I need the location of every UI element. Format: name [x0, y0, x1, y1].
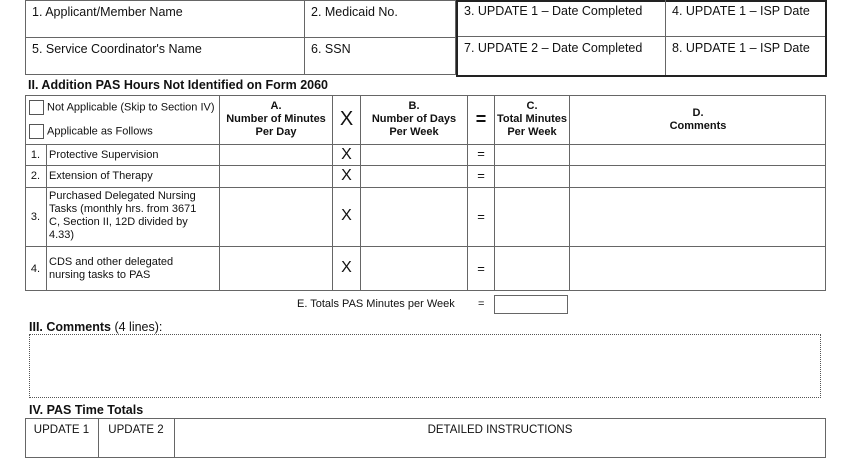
col-b-line1: Number of Days	[371, 113, 457, 125]
comments-textarea[interactable]	[29, 334, 821, 398]
col-d-header	[570, 107, 826, 133]
row-label: Protective Supervision	[49, 149, 159, 161]
row-divider	[25, 144, 826, 145]
detailed-instructions-header: DETAILED INSTRUCTIONS	[427, 424, 573, 436]
col-c-letter: C.	[526, 100, 538, 112]
row-equals-sign: =	[477, 146, 485, 161]
section2-title: II. Addition PAS Hours Not Identified on Form 2060	[28, 78, 329, 92]
applicable-option[interactable]	[29, 124, 153, 139]
col-d-line1: Comments	[669, 120, 727, 132]
col-c-header	[495, 100, 569, 139]
coordinator-name-field[interactable]	[25, 37, 305, 75]
totals-equals-sign: =	[478, 298, 485, 310]
row-label: CDS and other delegated nursing tasks to PAS	[49, 256, 174, 281]
section3-title-row	[29, 320, 162, 334]
col-a-line2: Per Day	[255, 126, 297, 138]
row-divider	[25, 165, 826, 166]
section3-title: III. Comments	[29, 320, 111, 334]
col-divider	[46, 144, 47, 291]
col-d-letter: D.	[692, 107, 704, 119]
row-divider	[25, 187, 826, 188]
row-label: Extension of Therapy	[49, 170, 153, 182]
update1-column-header: UPDATE 1	[33, 424, 90, 436]
update2-date-label: 7. UPDATE 2 – Date Completed	[464, 41, 643, 55]
medicaid-number-field[interactable]	[304, 0, 456, 38]
col-b-header	[361, 100, 467, 139]
row-equals-sign: =	[477, 168, 485, 183]
update1-isp-label: 4. UPDATE 1 – ISP Date	[672, 4, 810, 18]
applicable-label: Applicable as Follows	[47, 125, 153, 138]
applicant-name-label: 1. Applicant/Member Name	[32, 5, 183, 19]
col-a-header	[220, 100, 332, 139]
row-times-sign: X	[341, 146, 352, 163]
ssn-field[interactable]	[304, 37, 456, 75]
row-number: 3.	[30, 211, 41, 223]
update2-column-header: UPDATE 2	[108, 424, 164, 436]
header-times-sign: X	[339, 108, 354, 130]
header-equals-sign: =	[475, 109, 487, 129]
col-b-line2: Per Week	[389, 126, 439, 138]
totals-label: E. Totals PAS Minutes per Week	[297, 298, 455, 310]
update1-isp-second-label: 8. UPDATE 1 – ISP Date	[672, 41, 810, 55]
col-a-letter: A.	[270, 100, 282, 112]
applicant-name-field[interactable]	[25, 0, 305, 38]
not-applicable-option[interactable]	[29, 100, 215, 115]
section3-note: (4 lines):	[114, 320, 163, 334]
totals-input[interactable]	[494, 295, 568, 314]
row-number: 4.	[30, 263, 41, 275]
col-b-letter: B.	[408, 100, 420, 112]
col-c-line2: Per Week	[507, 126, 557, 138]
row-times-sign: X	[341, 207, 352, 224]
ssn-label: 6. SSN	[311, 42, 351, 56]
row-label: Purchased Delegated Nursing Tasks (monthly hrs. from 3671 C, Section II, 12D divided by 4.33)	[49, 190, 197, 241]
row-equals-sign: =	[477, 209, 485, 224]
not-applicable-checkbox[interactable]	[29, 100, 44, 115]
update1-isp-second-field[interactable]	[666, 37, 825, 75]
row-times-sign: X	[341, 259, 352, 276]
coordinator-name-label: 5. Service Coordinator's Name	[32, 42, 202, 56]
not-applicable-label: Not Applicable (Skip to Section IV)	[47, 101, 215, 114]
row-times-sign: X	[341, 167, 352, 184]
row-divider	[25, 246, 826, 247]
row-number: 1.	[30, 149, 41, 161]
applicable-checkbox[interactable]	[29, 124, 44, 139]
col-a-line1: Number of Minutes	[226, 113, 326, 125]
update1-isp-field[interactable]	[666, 0, 825, 37]
update1-date-label: 3. UPDATE 1 – Date Completed	[464, 4, 643, 18]
medicaid-number-label: 2. Medicaid No.	[311, 5, 398, 19]
update1-date-field[interactable]	[458, 0, 666, 37]
section4-title: IV. PAS Time Totals	[29, 403, 144, 417]
row-number: 2.	[30, 170, 41, 182]
col-c-line1: Total Minutes	[496, 113, 568, 125]
update2-date-field[interactable]	[458, 37, 666, 75]
row-equals-sign: =	[477, 261, 485, 276]
